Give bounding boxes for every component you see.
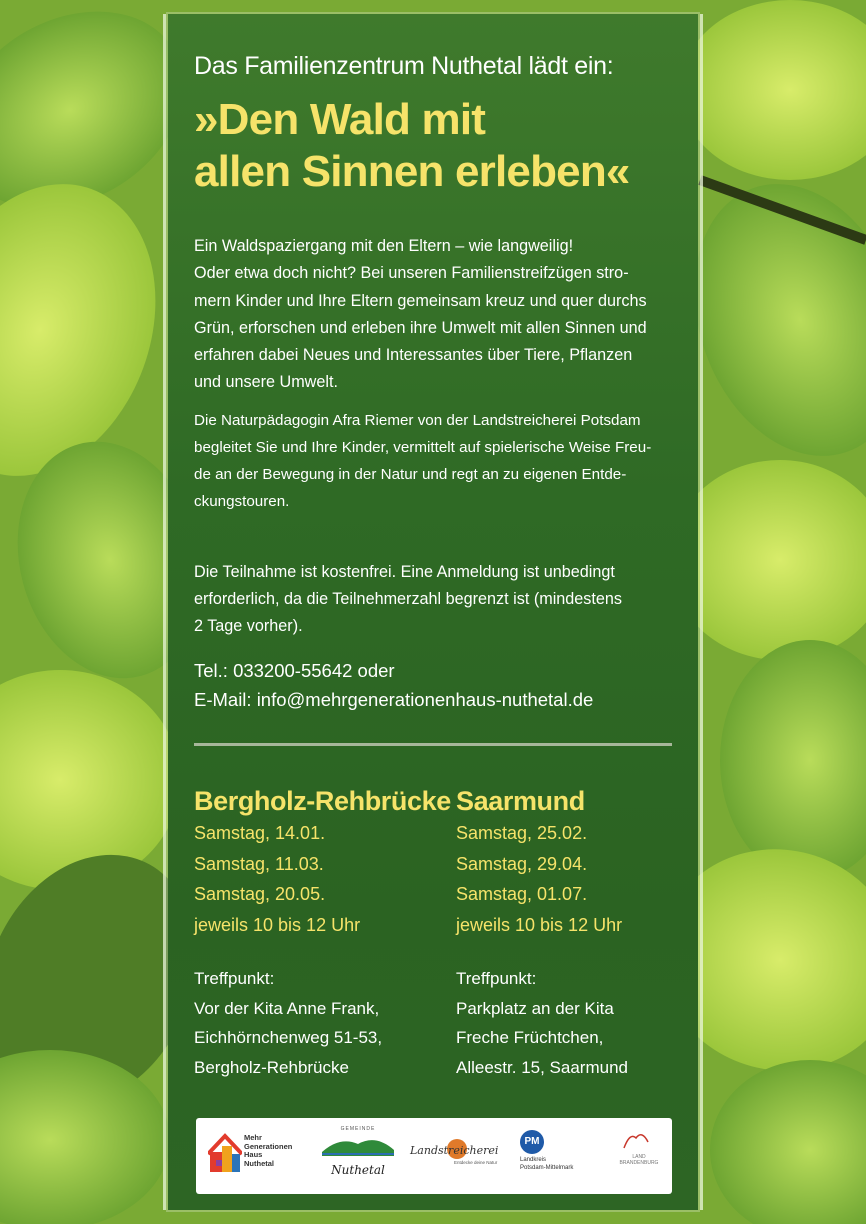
landstreicherei-sub: Entdecke deine Natur [454,1160,498,1165]
gemeinde-nuthetal-logo [320,1126,396,1186]
divider [194,743,672,746]
pm-badge: PM [520,1130,544,1154]
location-column-bergholz [194,784,451,940]
landstreicherei-logo [410,1138,506,1174]
meet-line: Parkplatz an der Kita [456,998,614,1018]
landstreicherei-name: Landstreicherei [410,1144,499,1157]
location-heading: Bergholz-Rehbrücke [194,786,451,816]
description-paragraph [194,233,674,397]
page-title [194,94,630,198]
meeting-point-bergholz [194,964,382,1082]
phone: Tel.: 033200-55642 oder [194,660,395,681]
email-link[interactable]: E-Mail: info@mehrgenerationenhaus-nuthetal.de [194,689,594,710]
text-line: mern Kinder und Ihre Eltern gemeinsam kreuz und quer durchs [194,291,647,310]
contact-info [194,656,593,714]
meet-line: Bergholz-Rehbrücke [194,1057,349,1077]
brandenburg-line: LAND [632,1154,646,1160]
date-line: Samstag, 01.07. [456,884,588,904]
text-line: Die Teilnahme ist kostenfrei. Eine Anmeldung ist unbedingt [194,563,615,581]
guide-paragraph [194,407,664,515]
text-line: 2 Tage vorher). [194,617,303,635]
mgh-line: Generationen [244,1141,293,1151]
title-line: allen Sinnen erleben« [194,147,630,196]
text-line: erfahren dabei Neues und Interessantes über Tiere, Pflanzen [194,346,633,365]
text-line: und unsere Umwelt. [194,373,338,392]
eagle-icon [620,1128,650,1152]
title-line: »Den Wald mit [194,95,486,144]
hills-icon [320,1132,396,1158]
text-line: ckungstouren. [194,493,290,510]
mgh-line: Mehr [244,1133,262,1142]
date-line: Samstag, 29.04. [456,853,588,874]
text-line: Grün, erforschen und erleben ihre Umwelt mit allen Sinnen und [194,318,647,337]
meet-line: Vor der Kita Anne Frank, [194,998,380,1018]
left-divider-strip [163,14,166,1210]
meet-line: Eichhörnchenweg 51-53, [194,1028,383,1047]
time-line: jeweils 10 bis 12 Uhr [194,914,361,935]
date-line: Samstag, 20.05. [194,884,326,904]
meet-line: Alleestr. 15, Saarmund [456,1057,628,1077]
date-line: Samstag, 14.01. [194,823,326,843]
gemeinde-top: GEMEINDE [340,1126,376,1132]
land-brandenburg-logo [614,1128,664,1184]
meeting-point-saarmund [456,964,628,1082]
mgh-line: Nuthetal [244,1158,274,1168]
text-line: Ein Waldspaziergang mit den Eltern – wie langweilig! [194,237,574,255]
time-line: jeweils 10 bis 12 Uhr [456,914,623,935]
text-line: Die Naturpädagogin Afra Riemer von der Landstreicherei Potsdam [194,412,641,429]
meet-label: Treffpunkt: [456,969,537,988]
text-line: erforderlich, da die Teilnehmerzahl begrenzt ist (mindestens [194,590,622,608]
right-divider-strip [700,14,703,1210]
mgh-logo [208,1130,308,1182]
mgh-line: Haus [244,1150,263,1159]
date-line: Samstag, 25.02. [456,823,588,843]
location-column-saarmund [456,784,622,940]
pm-line: Landkreis [520,1157,547,1163]
brandenburg-line: BRANDENBURG [619,1160,659,1166]
landkreis-pm-logo [520,1130,598,1180]
meet-line: Freche Früchtchen, [456,1028,604,1047]
pm-line: Potsdam-Mittelmark [520,1165,574,1171]
date-line: Samstag, 11.03. [194,853,324,874]
gemeinde-name: Nuthetal [331,1163,385,1177]
sponsor-logo-bar [196,1118,672,1194]
text-line: begleitet Sie und Ihre Kinder, vermittelt auf spielerische Weise Freu- [194,439,652,456]
text-line: Oder etwa doch nicht? Bei unseren Familienstreifzügen stro- [194,264,629,283]
text-line: de an der Bewegung in der Natur und regt an zu eigenen Entde- [194,466,627,483]
location-heading: Saarmund [456,786,585,816]
house-icon [208,1132,242,1176]
meet-label: Treffpunkt: [194,969,275,988]
registration-paragraph [194,559,674,640]
intro-line: Das Familienzentrum Nuthetal lädt ein: [194,52,614,80]
